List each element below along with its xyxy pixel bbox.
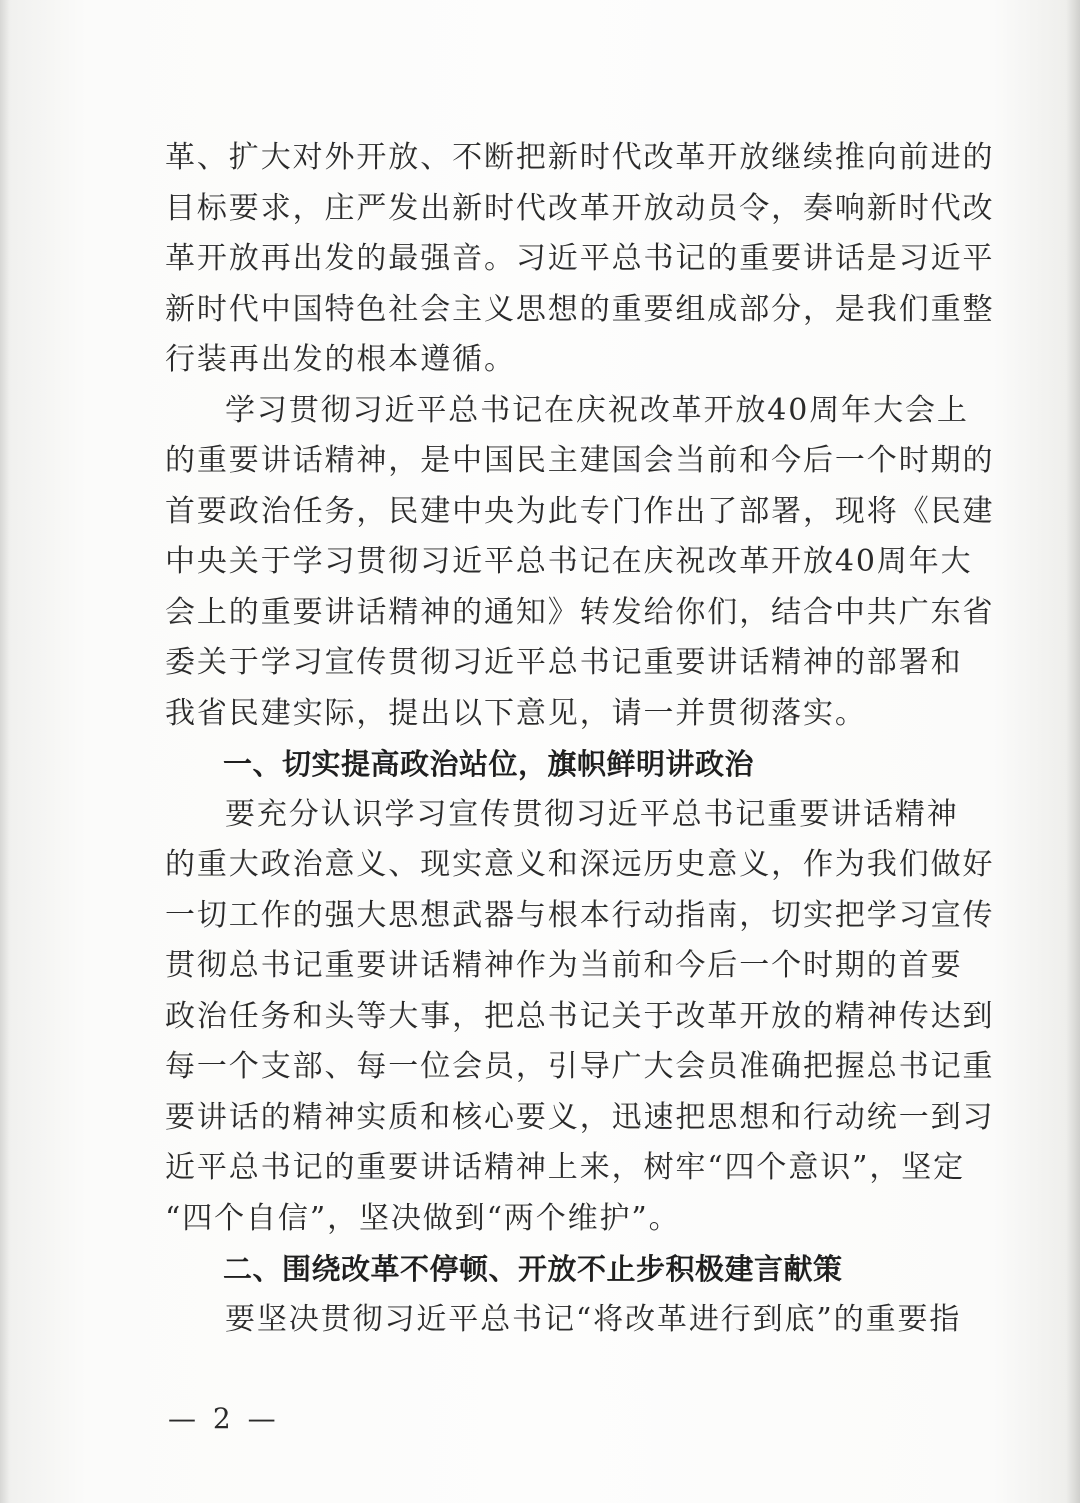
text-line: 每一个支部、每一位会员，引导广大会员准确把握总书记重 [165, 1049, 995, 1084]
text-line: 会上的重要讲话精神的通知》转发给你们，结合中共广东省 [165, 594, 995, 630]
page-number: — 2 — [168, 1402, 280, 1435]
text-line: 委关于学习宣传贯彻习近平总书记重要讲话精神的部署和 [165, 645, 963, 680]
text-line: 要坚决贯彻习近平总书记“将改革进行到底”的重要指 [225, 1301, 962, 1337]
section-heading-2: 二、围绕改革不停顿、开放不止步积极建言献策 [223, 1252, 843, 1286]
text-line: 要充分认识学习宣传贯彻习近平总书记重要讲话精神 [225, 796, 959, 832]
text-line: 我省民建实际，提出以下意见，请一并贯彻落实。 [165, 695, 867, 731]
text-line: “四个自信”，坚决做到“两个维护”。 [165, 1200, 681, 1236]
text-line: 一切工作的强大思想武器与根本行动指南，切实把学习宣传 [165, 897, 995, 933]
text-line: 革、扩大对外开放、不断把新时代改革开放继续推向前进的 [165, 140, 995, 175]
text-line: 的重大政治意义、现实意义和深远历史意义，作为我们做好 [165, 847, 995, 882]
text-line: 近平总书记的重要讲话精神上来，树牢“四个意识”，坚定 [165, 1150, 966, 1185]
text-line: 的重要讲话精神，是中国民主建国会当前和今后一个时期的 [165, 443, 995, 478]
text-line: 要讲话的精神实质和核心要义，迅速把思想和行动统一到习 [165, 1099, 995, 1135]
text-line: 中央关于学习贯彻习近平总书记在庆祝改革开放40周年大 [165, 544, 973, 579]
document-body [165, 133, 995, 1345]
text-line: 目标要求，庄严发出新时代改革开放动员令，奏响新时代改 [165, 190, 995, 226]
section-heading-1: 一、切实提高政治站位，旗帜鲜明讲政治 [223, 747, 755, 781]
text-line: 学习贯彻习近平总书记在庆祝改革开放40周年大会上 [225, 392, 969, 428]
text-line: 贯彻总书记重要讲话精神作为当前和今后一个时期的首要 [165, 948, 963, 983]
text-line: 首要政治任务，民建中央为此专门作出了部署，现将《民建 [165, 493, 995, 529]
text-line: 新时代中国特色社会主义思想的重要组成部分，是我们重整 [165, 291, 995, 327]
page-edge-left [0, 0, 10, 1503]
text-line: 行装再出发的根本遵循。 [165, 342, 516, 377]
text-line: 革开放再出发的最强音。习近平总书记的重要讲话是习近平 [165, 241, 995, 276]
text-line: 政治任务和头等大事，把总书记关于改革开放的精神传达到 [165, 998, 995, 1034]
page-edge-right [1066, 0, 1080, 1503]
